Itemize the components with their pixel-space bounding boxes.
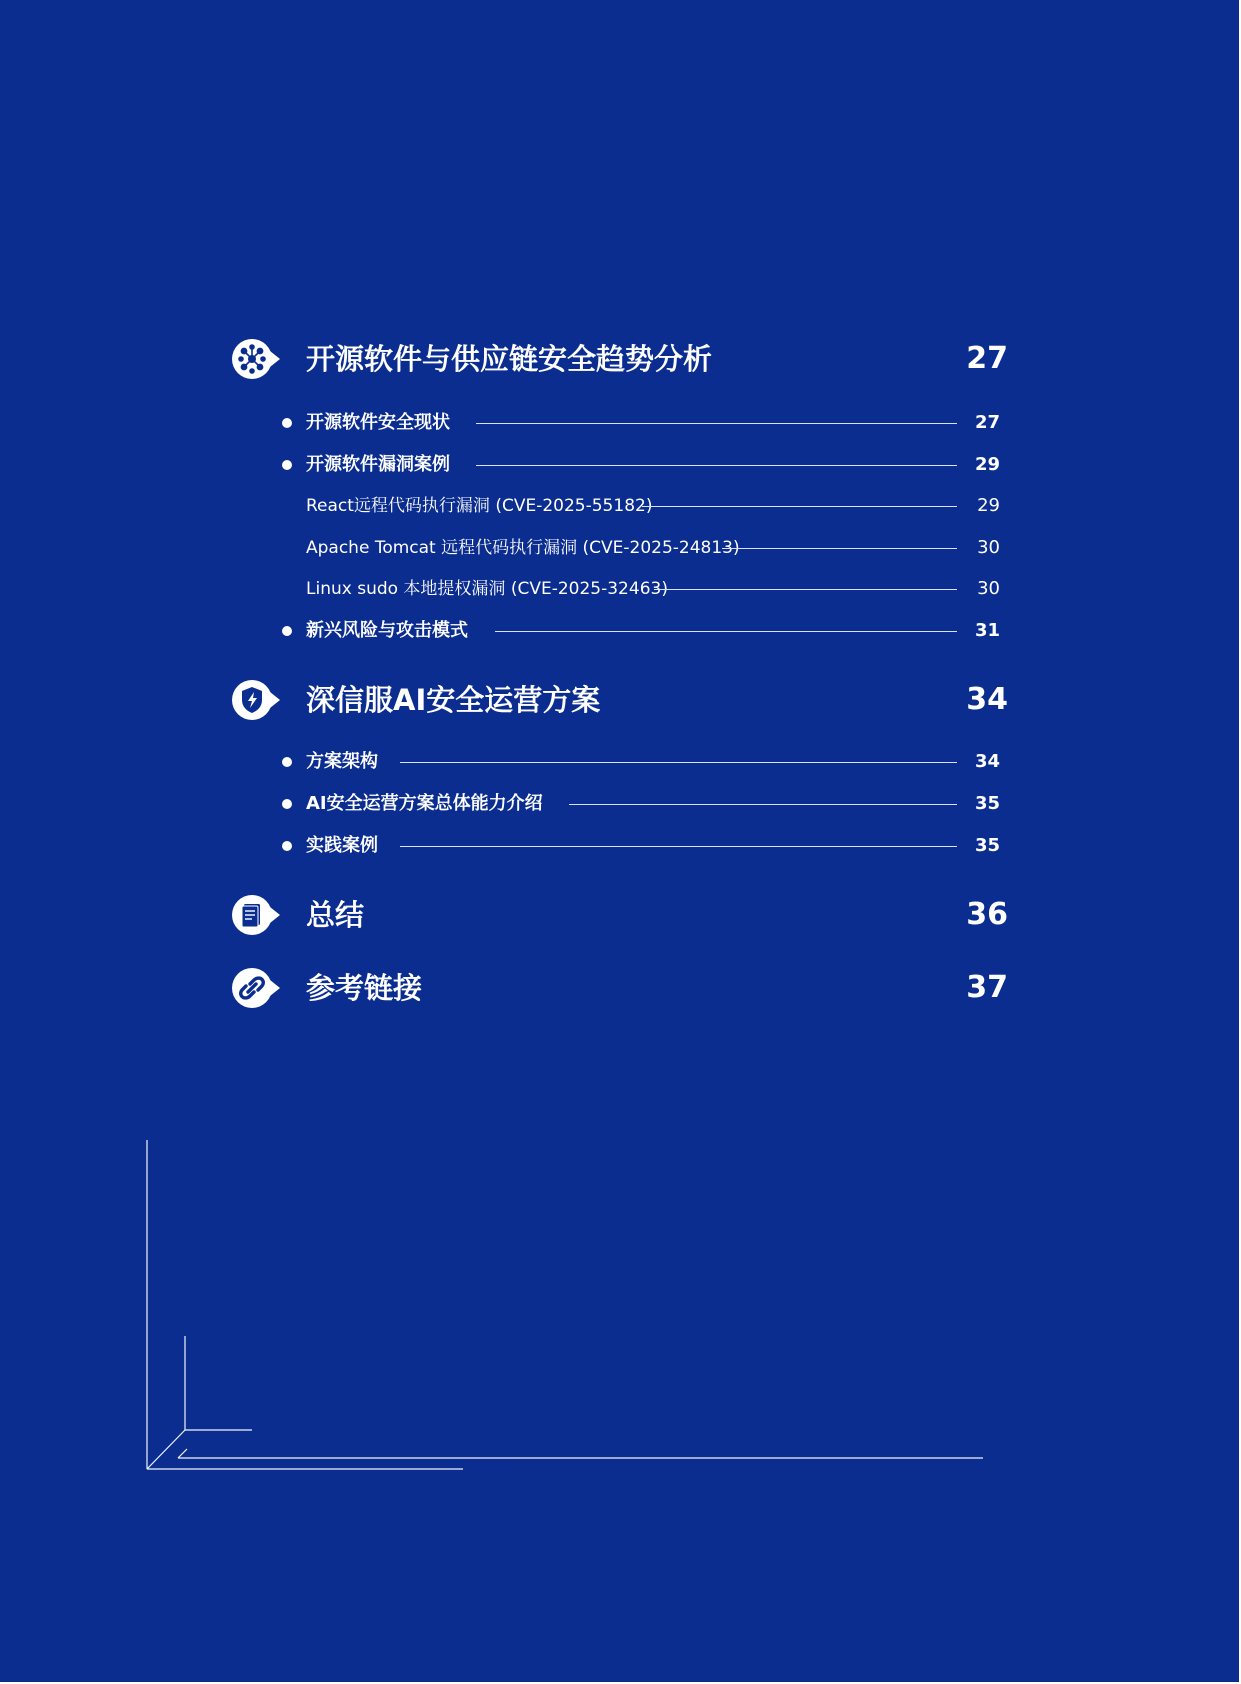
entry-label: 新兴风险与攻击模式 [306,620,468,641]
section-title: 深信服AI安全运营方案 [306,683,601,717]
entry-label: React远程代码执行漏洞 (CVE-2025-55182) [306,496,653,516]
section-page-number: 37 [966,970,1008,1005]
section-page-number: 34 [966,682,1008,717]
entry-page-number: 31 [974,620,1000,641]
entry-page-number: 30 [977,578,1000,599]
entry-label: 方案架构 [306,751,378,772]
section-title: 开源软件与供应链安全趋势分析 [306,342,713,376]
entry-page-number: 35 [974,793,1000,814]
section-title: 总结 [306,898,365,932]
section-page-number: 36 [966,897,1008,932]
entry-page-number: 30 [977,537,1000,558]
entry-label: Apache Tomcat 远程代码执行漏洞 (CVE-2025-24813) [306,538,740,558]
section-title: 参考链接 [306,971,423,1005]
entry-label: Linux sudo 本地提权漏洞 (CVE-2025-32463) [306,579,668,599]
entry-label: AI安全运营方案总体能力介绍 [306,793,543,814]
entry-page-number: 27 [974,412,1000,433]
entry-label: 实践案例 [306,835,378,856]
entry-page-number: 35 [974,835,1000,856]
entry-label: 开源软件安全现状 [306,412,450,433]
entry-page-number: 29 [974,454,1000,475]
entry-label: 开源软件漏洞案例 [306,454,450,475]
entry-page-number: 34 [974,751,1000,772]
section-page-number: 27 [966,341,1008,376]
entry-page-number: 29 [977,495,1000,516]
